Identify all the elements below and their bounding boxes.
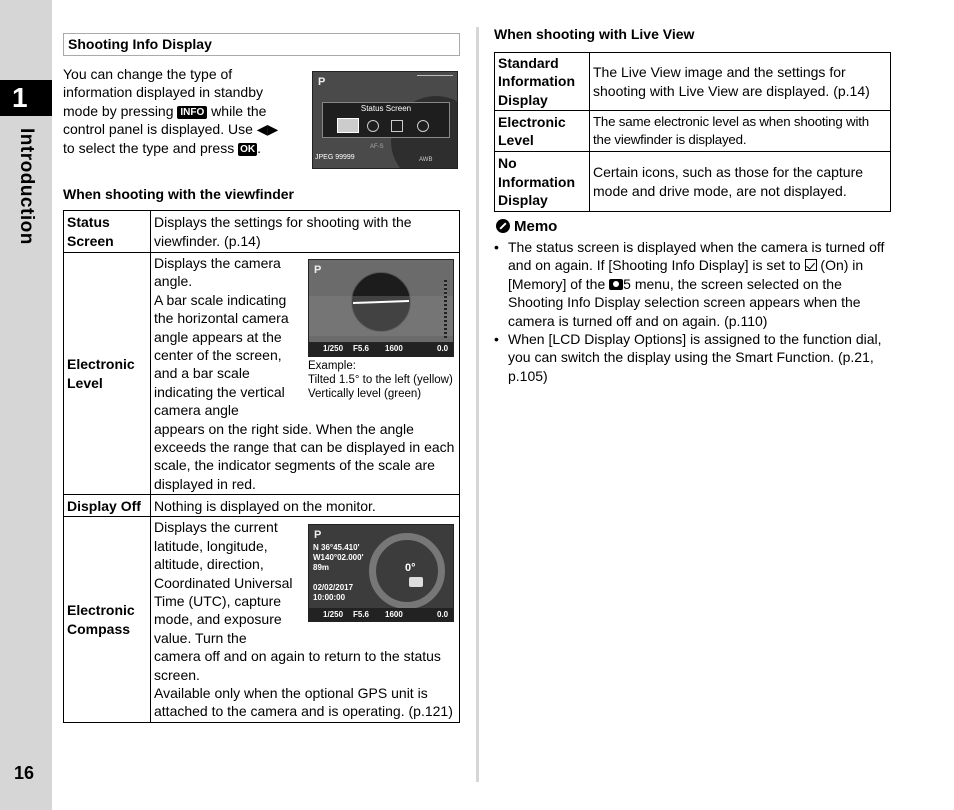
selection-panel-title: Status Screen bbox=[360, 104, 412, 113]
desc-tail: camera off and on again to return to the status screen. bbox=[154, 648, 441, 683]
status-icons bbox=[417, 75, 453, 82]
table-row bbox=[64, 211, 460, 253]
section-title: Shooting Info Display bbox=[63, 33, 460, 56]
aperture: F5.6 bbox=[353, 610, 370, 620]
desc-line: latitude, longitude, bbox=[154, 537, 268, 554]
table-row bbox=[495, 53, 891, 111]
aperture: F5.6 bbox=[353, 344, 370, 353]
memo-title: Memo bbox=[514, 218, 558, 235]
intro-paragraph bbox=[63, 65, 303, 157]
row-desc: The Live View image and the settings for shooting with Live View are displayed. (p.14) bbox=[590, 53, 891, 111]
shutter-speed: 1/250 bbox=[323, 610, 344, 620]
viewfinder-heading: When shooting with the viewfinder bbox=[63, 186, 294, 202]
desc-line: altitude, direction, bbox=[154, 556, 264, 573]
image-format-count: JPEG 99999 bbox=[315, 153, 355, 161]
row-name: Electronic Level bbox=[64, 253, 151, 495]
mode-indicator: P bbox=[314, 264, 322, 276]
desc-line: camera angle bbox=[154, 402, 239, 419]
page-number: 16 bbox=[14, 763, 35, 783]
camera-direction-icon bbox=[409, 577, 423, 587]
status-screen-option-icon bbox=[337, 118, 359, 133]
desc-line: value. Turn the bbox=[154, 629, 247, 646]
row-name: Standard Information Display bbox=[495, 53, 590, 111]
chapter-title bbox=[14, 128, 38, 248]
desc-left-block bbox=[154, 518, 304, 647]
table-row bbox=[495, 111, 891, 152]
column-divider bbox=[476, 27, 479, 782]
memo-text: The status screen is displayed when the camera is turned off and on again. If [Shooting Info Display] is set to bbox=[508, 239, 885, 274]
desc-line: Coordinated Universal bbox=[154, 574, 293, 591]
memo-heading bbox=[496, 218, 557, 237]
liveview-heading: When shooting with Live View bbox=[494, 26, 695, 42]
longitude: W140°02.000' bbox=[313, 553, 364, 563]
desc-line: the horizontal camera bbox=[154, 310, 289, 327]
checkbox-on-icon bbox=[805, 259, 817, 271]
row-desc bbox=[151, 517, 460, 723]
table-row bbox=[64, 253, 460, 495]
camera-menu-icon bbox=[609, 279, 623, 290]
electronic-level-image bbox=[308, 259, 454, 357]
row-name: Electronic Level bbox=[495, 111, 590, 152]
iso: 1600 bbox=[385, 610, 403, 620]
electronic-compass-image bbox=[308, 524, 454, 622]
ev-value: 0.0 bbox=[437, 610, 449, 620]
chapter-number: 1 bbox=[0, 80, 52, 116]
desc-line: and a bar scale bbox=[154, 365, 250, 382]
intro-line: information displayed in standby bbox=[63, 84, 264, 101]
mode-indicator: P bbox=[318, 76, 326, 88]
intro-text-fragment: to select the type and press bbox=[63, 139, 239, 156]
desc-line: A bar scale indicating bbox=[154, 291, 287, 308]
direction-value: 0° bbox=[405, 562, 416, 575]
utc-time: 10:00:00 bbox=[313, 593, 346, 603]
row-name: Display Off bbox=[64, 495, 151, 517]
table-row bbox=[64, 517, 460, 723]
intro-line: control panel is displayed. Use ◀▶ bbox=[63, 121, 279, 138]
latitude: N 36°45.410' bbox=[313, 543, 360, 553]
gps-readout bbox=[313, 543, 363, 603]
ev-value: 0.0 bbox=[437, 344, 449, 353]
intro-line bbox=[63, 102, 303, 120]
row-desc bbox=[151, 253, 460, 495]
awb-label: AWB bbox=[419, 157, 433, 163]
list-item bbox=[494, 330, 892, 385]
row-desc: Certain icons, such as those for the capture mode and drive mode, are not displayed. bbox=[590, 152, 891, 212]
exposure-bar bbox=[309, 608, 454, 621]
desc-line: center of the screen, bbox=[154, 347, 282, 364]
liveview-table bbox=[494, 52, 891, 212]
vertical-level-bar bbox=[444, 280, 447, 338]
mode-indicator: P bbox=[314, 529, 322, 542]
shutter-speed: 1/250 bbox=[323, 344, 344, 353]
table-row bbox=[64, 495, 460, 517]
chapter-title-text: Introduction bbox=[16, 128, 37, 245]
row-desc: Nothing is displayed on the monitor. bbox=[151, 495, 460, 517]
row-desc: Displays the settings for shooting with the viewfinder. (p.14) bbox=[151, 211, 460, 253]
example-line: Tilted 1.5° to the left (yellow) bbox=[308, 374, 453, 386]
intro-text-fragment: mode by pressing bbox=[63, 102, 178, 119]
utc-date: 02/02/2017 bbox=[313, 583, 354, 593]
desc-left-block bbox=[154, 254, 304, 420]
selection-panel bbox=[322, 102, 450, 138]
desc-tail: appears on the right side. When the angle exceeds the range that can be displayed in each scale, the indicator segments of the scale are displayed in red. bbox=[154, 420, 455, 492]
exposure-bar bbox=[309, 342, 454, 356]
desc-line: angle appears at the bbox=[154, 328, 282, 345]
example-label: Example: bbox=[308, 360, 356, 372]
iso: 1600 bbox=[385, 344, 403, 353]
desc-line: angle. bbox=[154, 273, 193, 290]
desc-line: Displays the camera bbox=[154, 255, 281, 271]
af-label: AF-S bbox=[370, 144, 384, 150]
ok-button-icon: OK bbox=[240, 143, 256, 155]
level-option-icon bbox=[367, 120, 379, 132]
desc-line: mode, and exposure bbox=[154, 611, 282, 628]
compass-option-icon bbox=[417, 120, 429, 132]
desc-line: indicating the vertical bbox=[154, 383, 285, 400]
info-button-icon: INFO bbox=[177, 106, 207, 119]
row-name: No Information Display bbox=[495, 152, 590, 212]
memo-list bbox=[494, 238, 892, 385]
desc-tail-2: Available only when the optional GPS unit is attached to the camera and is operating. (p.121) bbox=[154, 684, 453, 720]
memo-text: (On) in [Memory] of the bbox=[508, 257, 864, 292]
row-name: Electronic Compass bbox=[64, 517, 151, 723]
row-desc: The same electronic level as when shooting with the viewfinder is displayed. bbox=[590, 111, 891, 152]
example-caption bbox=[308, 359, 458, 401]
intro-text-fragment: while the bbox=[207, 102, 267, 119]
memo-text: 5 menu, the screen selected on the Shooting Info Display selection screen appears when the camera is turned off and on again. (p.110) bbox=[508, 275, 861, 329]
memo-pencil-icon bbox=[496, 219, 510, 233]
table-row bbox=[495, 152, 891, 212]
chapter-strip bbox=[0, 0, 52, 810]
status-screen-image bbox=[312, 71, 458, 169]
intro-line: You can change the type of bbox=[63, 66, 233, 82]
list-item bbox=[494, 238, 892, 330]
altitude: 89m bbox=[313, 563, 330, 573]
desc-line: Displays the current bbox=[154, 519, 278, 536]
viewfinder-table bbox=[63, 210, 460, 723]
row-name: Status Screen bbox=[64, 211, 151, 253]
memo-text: When [LCD Display Options] is assigned to the function dial, you can switch the display using the Smart Function. (p.21, p.105) bbox=[508, 331, 882, 384]
desc-line: Time (UTC), capture bbox=[154, 592, 282, 609]
display-off-option-icon bbox=[391, 120, 403, 132]
intro-text-fragment: . bbox=[257, 139, 261, 156]
intro-line bbox=[63, 139, 303, 157]
example-line: Vertically level (green) bbox=[308, 388, 422, 400]
